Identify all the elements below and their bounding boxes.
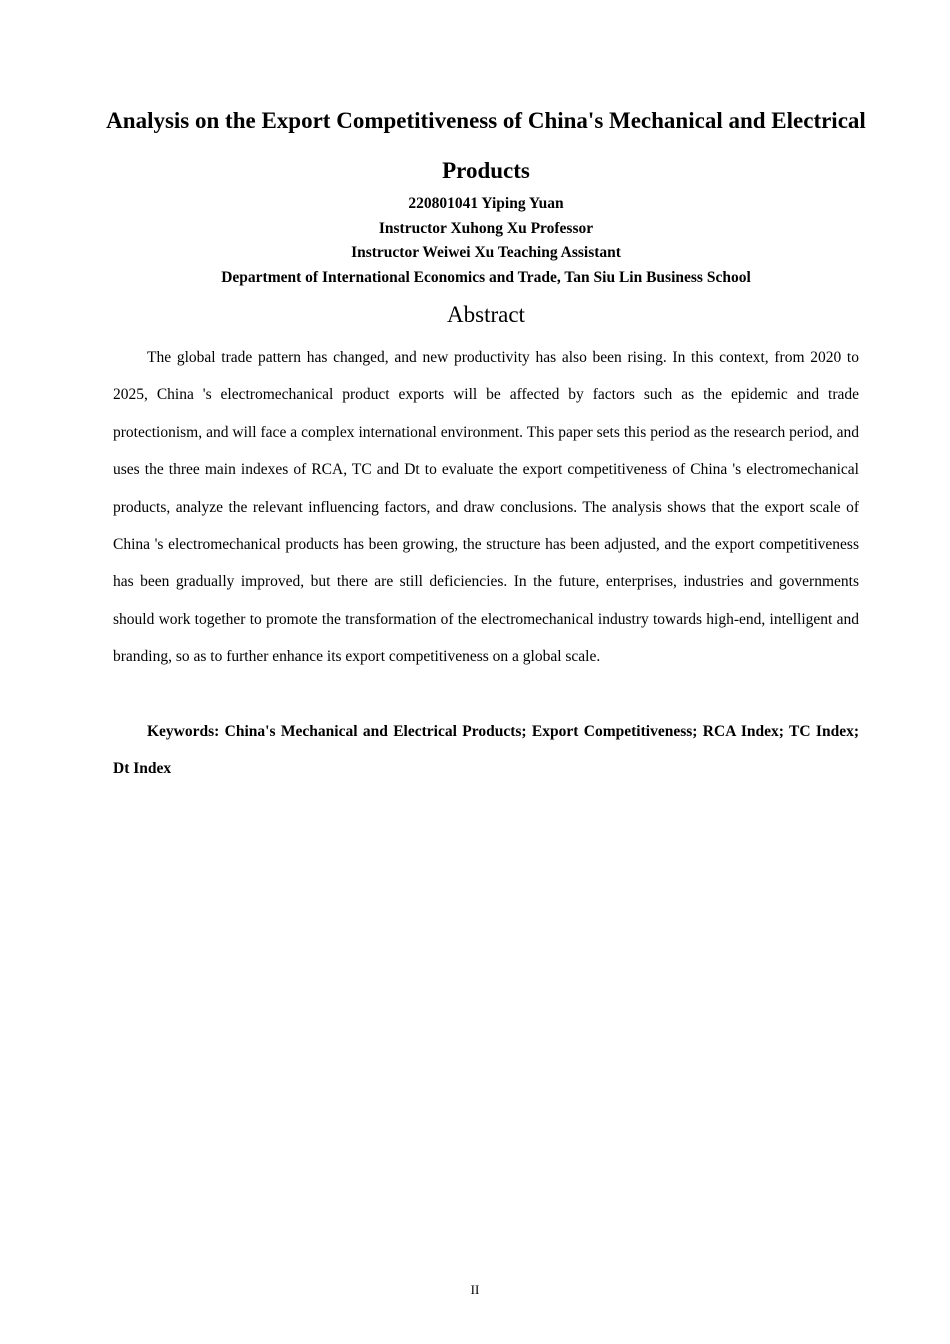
instructor-line-2: Instructor Weiwei Xu Teaching Assistant [351, 244, 621, 262]
author-line: 220801041 Yiping Yuan [408, 195, 564, 212]
abstract-heading: Abstract [447, 302, 525, 327]
instructor-line-1: Instructor Xuhong Xu Professor [378, 219, 594, 237]
paper-title: Analysis on the Export Competitiveness of China's Mechanical and Electrical Products [106, 108, 866, 183]
page-number: II [470, 1282, 480, 1297]
department-line: Department of International Economics and Trade, Tan Siu Lin Business School [221, 269, 751, 287]
keywords: Keywords: China's Mechanical and Electrical Products; Export Competitiveness; RCA Index; TC Index; Dt Index [113, 723, 859, 778]
author-block [100, 192, 872, 291]
abstract-body: The global trade pattern has changed, and new productivity has also been rising. In this context, from 2020 to 2025, China 's electromechanical product exports will be affected by factors such as the epidemic and trade protectionism, and will face a complex international environment. This paper sets this period as the research period, and uses the three main indexes of RCA, TC and Dt to evaluate the export competitiveness of China 's electromechanical products, analyze the relevant influencing factors, and draw conclusions. The analysis shows that the export scale of China 's electromechanical products has been growing, the structure has been adjusted, and the export competitiveness has been gradually improved, but there are still deficiencies. In the future, enterprises, industries and governments should work together to promote the transformation of the electromechanical industry towards high-end, intelligent and branding, so as to further enhance its export competitiveness on a global scale. [113, 349, 859, 666]
